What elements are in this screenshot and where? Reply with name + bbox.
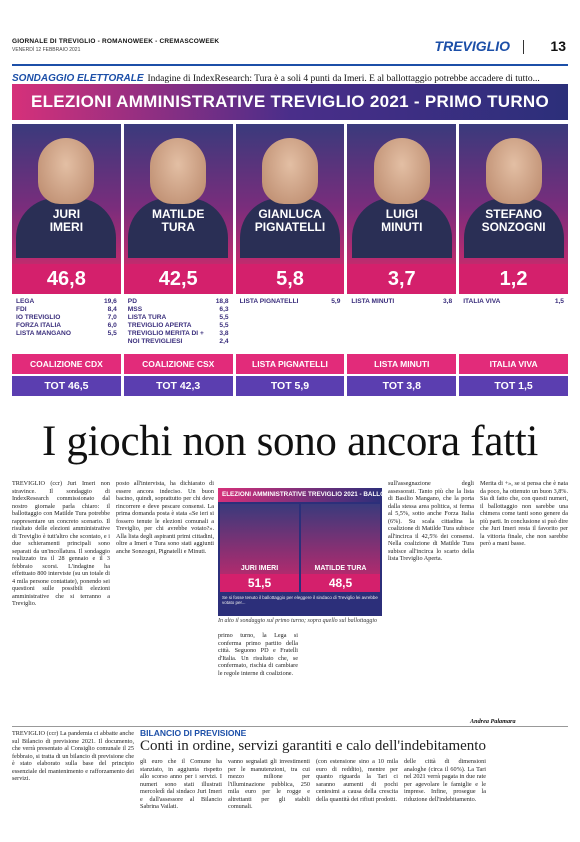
list-row — [124, 322, 233, 330]
candidate-photo — [486, 138, 542, 204]
list-value: 1,5 — [554, 298, 564, 305]
list-value: 5,9 — [331, 298, 341, 305]
candidate-last-name: PIGNATELLI — [254, 220, 326, 234]
candidate-card — [124, 124, 233, 264]
list-name: PD — [127, 298, 137, 305]
section-divider — [12, 726, 568, 727]
list-value: 6,3 — [219, 306, 229, 313]
story2-column: vanno segnalati gli investimenti per le manutenzioni, tra cui mezzo milione per l'illuminazione pubblica, 250 mila euro per le rogge e altrettanti per gli stabili comunali. — [228, 758, 310, 810]
candidate-card — [459, 124, 568, 264]
list-value: 7,0 — [107, 314, 117, 321]
coalition-label: ITALIA VIVA — [459, 354, 568, 374]
story2-column: TREVIGLIO (ccr) La pandemia ci abbatte anche sul Bilancio di previsione 2021. Il documento, che verrà presentato al Consiglio comunale il 25 febbraio, si tratta di un bilancio di previsione che è stato elaborato sulla base del principio essenziale del mantenimento e rafforzamento dei servizi. — [12, 730, 134, 782]
candidate-pct: 5,8 — [236, 264, 345, 294]
list-value: 5,5 — [219, 322, 229, 329]
list-row — [347, 298, 456, 306]
list-value: 3,8 — [219, 330, 229, 337]
list-row — [124, 314, 233, 322]
coalition-total: TOT 46,5 — [12, 376, 121, 396]
coalition-labels — [12, 354, 568, 374]
list-name: LISTA MANGANO — [16, 330, 71, 337]
coalition-label: COALIZIONE CSX — [124, 354, 233, 374]
candidate-first-name: STEFANO — [485, 207, 542, 221]
list-row — [124, 298, 233, 306]
list-value: 5,5 — [107, 330, 117, 337]
coalition-label: LISTA MINUTI — [347, 354, 456, 374]
list-row — [124, 330, 233, 338]
main-headline: I giochi non sono ancora fatti — [41, 418, 539, 465]
candidate-first-name: GIANLUCA — [258, 207, 322, 221]
article-column: Merita di +», se si pensa che è nata da poco, ha ottenuto un buon 3,8%. Sia di fatto che, con questi numeri, il ballottaggio non sarebbe una chimera come tanti sono genere da più parti. In conclusione si può dire che Juri Imeri resta il favorito per la vittoria finale, che non sarebbe però a mani basse. — [480, 480, 568, 547]
article-column: sull'assegnazione degli assessorati. Tanto più che la lista di Basilio Mangano, che la porta dalla stessa area politica, si ferma al 5,5%, sotto anche Forza Italia (6%). Su scala cittadina la coalizione di Matilde Tura subisce all'incirca il 42,5% dei consensi. Nella coalizione di Matilde Tura subisce all'incirca lo scarto della lista Treviglio Aperta. — [388, 480, 474, 562]
coalition-total: TOT 1,5 — [459, 376, 568, 396]
list-value: 5,5 — [219, 314, 229, 321]
list-name: ITALIA VIVA — [463, 298, 501, 305]
candidate-photo — [301, 504, 380, 574]
coalition-total: TOT 42,3 — [124, 376, 233, 396]
list-name: LISTA MINUTI — [351, 298, 395, 305]
party-lists — [12, 296, 568, 350]
inset-name: MATILDE TURA — [314, 565, 367, 572]
list-row — [12, 322, 121, 330]
list-column — [347, 296, 456, 350]
coalition-label: COALIZIONE CDX — [12, 354, 121, 374]
candidate-photo — [220, 504, 299, 574]
list-value: 19,6 — [103, 298, 117, 305]
story2-column: (con estensione sino a 10 mila euro di reddito), mentre per quanto riguarda la Tari ci saranno aumenti di pochi centesimi a causa della crescita della quantità dei rifiuti prodotti. — [316, 758, 398, 803]
inset-photos — [218, 502, 382, 574]
page-header — [12, 38, 568, 62]
list-row — [459, 298, 568, 306]
poll-title: ELEZIONI AMMINISTRATIVE TREVIGLIO 2021 - PRIMO TURNO — [12, 84, 568, 120]
list-value: 3,8 — [443, 298, 453, 305]
inset-title: ELEZIONI AMMINISTRATIVE TREVIGLIO 2021 - BALLOTTAGGIO — [218, 488, 382, 502]
candidate-last-name: IMERI — [49, 220, 84, 234]
coalition-totals — [12, 376, 568, 396]
section-title: TREVIGLIO — [434, 38, 510, 54]
list-row — [236, 298, 345, 306]
article-column: posto all'intervista, ha dichiarato di essere ancora indeciso. Un buon bacino, quindi, soprattutto per chi deve rincorrere e deve pescare consensi. La prima domanda posta è stata «Se ieri si fossero tenute le elezioni comunali a Treviglio, per chi avrebbe votato?». Alla lista degli aspiranti primi cittadini, oltre a Imeri e Tura sono stati aggiunti anche Sonzogni, Pignatelli e Minuti. — [116, 480, 214, 555]
candidate-photo — [150, 138, 206, 204]
story2-column: delle città di dimensioni analoghe (circa il 60%). La Tari nel 2021 verrà pagata in due rate per agevolare le famiglie e le imprese. Infine, prosegue la riduzione dell'indebitamento. — [404, 758, 486, 803]
list-value: 18,8 — [215, 298, 229, 305]
kicker-tag: SONDAGGIO ELETTORALE — [12, 73, 144, 84]
inset-name: JURI IMERI — [240, 565, 279, 572]
poll-graphic — [12, 84, 568, 408]
candidate-first-name: MATILDE — [151, 207, 205, 221]
story2-headline: Conti in ordine, servizi garantiti e calo dell'indebitamento — [140, 738, 486, 754]
article-column: TREVIGLIO (ccr) Juri Imeri non stravince. Il sondaggio di IndexResearch commissionato dal nostro giornale parla chiaro: il ballottaggio con Matilde Tura potrebbe rappresentare un concreto scenario. Il risultato delle elezioni amministrative di Treviglio è tutt'altro che scontato, e i due schieramenti principali sono separati da un'incollatura. Il sondaggio realizzato tra il 28 gennaio e il 3 febbraio scorsi. L'indagine ha effettuato 800 interviste (su un totale di 4 mila persone contattate), ponendo sei questioni sulle possibili elezioni amministrative che si terranno a Treviglio. — [12, 480, 110, 607]
candidate-last-name: SONZOGNI — [481, 220, 546, 234]
list-column — [12, 296, 121, 350]
list-row — [124, 338, 233, 346]
list-row — [12, 306, 121, 314]
list-column — [236, 296, 345, 350]
candidate-pct: 3,7 — [347, 264, 456, 294]
list-value: 8,4 — [107, 306, 117, 313]
list-name: LISTA PIGNATELLI — [239, 298, 299, 305]
photo-caption: In alto il sondaggio sul primo turno; sopra quello sul ballottaggio — [218, 618, 378, 624]
list-value: 2,4 — [219, 338, 229, 345]
list-name: NOI TREVIGLIESI — [127, 338, 183, 345]
candidate-photo — [38, 138, 94, 204]
header-divider — [523, 40, 524, 54]
page-number: 13 — [550, 38, 566, 54]
candidate-pct: 42,5 — [124, 264, 233, 294]
candidate-pct: 46,8 — [12, 264, 121, 294]
candidate-first-name: JURI — [52, 207, 81, 221]
candidate-first-name: LUIGI — [385, 207, 418, 221]
article-column: primo turno, la Lega si conferma primo partito della città. Seguono PD e Fratelli d'Italia. Un risultato che, se confermato, rischia di cambiare le regole interne di coalizione. — [218, 632, 298, 677]
list-value: 6,0 — [107, 322, 117, 329]
story2-tag: BILANCIO DI PREVISIONE — [140, 728, 247, 738]
list-row — [12, 314, 121, 322]
candidate-last-name: TURA — [161, 220, 195, 234]
kicker-text: Indagine di IndexResearch: Tura è a soli 4 punti da Imeri. E al ballottaggio potrebbe accadere di tutto... — [147, 74, 540, 84]
kicker — [12, 64, 568, 82]
candidate-photo — [374, 138, 430, 204]
candidate-photo — [262, 138, 318, 204]
coalition-total: TOT 5,9 — [236, 376, 345, 396]
inset-pct: 48,5 — [301, 574, 380, 592]
inset-note: Se si fosse tenuto il ballottaggio per eleggere il sindaco di Treviglio lei avrebbe votato per... — [222, 595, 378, 605]
candidate-percentages — [12, 264, 568, 294]
list-row — [124, 306, 233, 314]
list-name: MSS — [127, 306, 143, 313]
list-name: IO TREVIGLIO — [16, 314, 61, 321]
list-name: FDI — [16, 306, 27, 313]
coalition-total: TOT 3,8 — [347, 376, 456, 396]
inset-pct: 51,5 — [220, 574, 299, 592]
list-name: FORZA ITALIA — [16, 322, 62, 329]
ballot-inset-graphic — [218, 488, 414, 616]
publication-name: GIORNALE DI TREVIGLIO - ROMANOWEEK - CREMASCOWEEK — [12, 38, 220, 45]
candidate-card — [236, 124, 345, 264]
candidate-card — [12, 124, 121, 264]
inset-percentages — [218, 574, 382, 592]
byline: Andrea Palamara — [470, 718, 516, 725]
list-column — [459, 296, 568, 350]
list-name: LISTA TURA — [127, 314, 167, 321]
list-name: LEGA — [16, 298, 35, 305]
issue-date: VENERDÌ 12 FEBBRAIO 2021 — [12, 47, 81, 53]
list-column — [124, 296, 233, 350]
coalition-label: LISTA PIGNATELLI — [236, 354, 345, 374]
list-name: TREVIGLIO APERTA — [127, 322, 192, 329]
candidate-photos — [12, 124, 568, 264]
list-name: TREVIGLIO MERITA DI + — [127, 330, 204, 337]
list-row — [12, 298, 121, 306]
candidate-card — [347, 124, 456, 264]
story2-column: gli euro che il Comune ha stanziato, in aggiunta rispetto allo scorso anno per i servizi. I numeri sono stati illustrati mercoledì dal sindaco Juri Imeri e dall'assessore al Bilancio Sabrina Vailati. — [140, 758, 222, 810]
candidate-last-name: MINUTI — [381, 220, 423, 234]
candidate-pct: 1,2 — [459, 264, 568, 294]
list-row — [12, 330, 121, 338]
